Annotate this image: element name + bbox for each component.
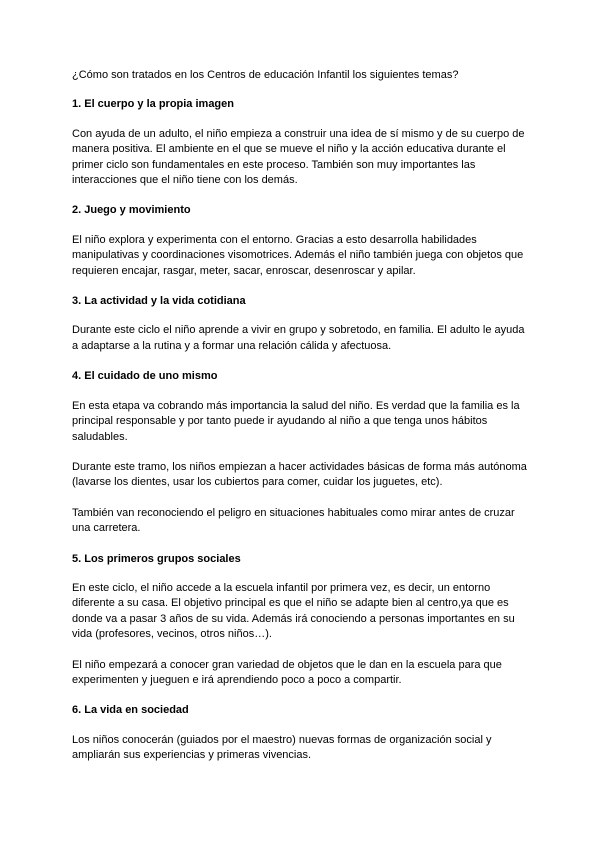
- section-title: 3. La actividad y la vida cotidiana: [72, 295, 246, 308]
- section-grupos-sociales: [72, 552, 532, 689]
- intro-question: ¿Cómo son tratados en los Centros de educación Infantil los siguientes temas?: [72, 69, 459, 81]
- paragraph: También van reconociendo el peligro en situaciones habituales como mirar antes de cruzar una carretera.: [72, 506, 515, 535]
- section-vida-sociedad: [72, 703, 532, 763]
- paragraph: Durante este ciclo el niño aprende a vivir en grupo y sobretodo, en familia. El adulto le ayuda a adaptarse a la rutina y a formar una relación cálida y afectuosa.: [72, 324, 525, 352]
- paragraph: El niño explora y experimenta con el entorno. Gracias a esto desarrolla habilidades manipulativas y coordinaciones visomotrices. Además el niño también juega con objetos que requieren encajar, rasgar, meter, sacar, enroscar, desenroscar y apilar.: [72, 233, 524, 277]
- section-title: 4. El cuidado de uno mismo: [72, 370, 218, 383]
- section-title: 5. Los primeros grupos sociales: [72, 552, 241, 565]
- paragraph: En esta etapa va cobrando más importancia la salud del niño. Es verdad que la familia es la principal responsable y por tanto puede ir ayudando al niño a que tenga unos hábitos saludables.: [72, 399, 520, 443]
- paragraph: Con ayuda de un adulto, el niño empieza a construir una idea de sí mismo y de su cuerpo de manera positiva. El ambiente en el que se mueve el niño y la acción educativa durante el primer ciclo son fundamentales en este proceso. También son muy importantes las interacciones que el niño tiene con los demás.: [72, 127, 525, 187]
- section-juego: [72, 203, 532, 279]
- section-actividad: [72, 294, 532, 354]
- section-cuidado: [72, 369, 532, 536]
- section-title: 1. El cuerpo y la propia imagen: [72, 98, 234, 111]
- section-cuerpo: [72, 97, 532, 188]
- section-title: 6. La vida en sociedad: [72, 704, 189, 717]
- paragraph: En este ciclo, el niño accede a la escuela infantil por primera vez, es decir, un entorno diferente a su casa. El objetivo principal es que el niño se adapte bien al centro,ya que es donde va a pasar 3 años de su vida. Además irá conociendo a personas importantes en su vida (profesores, vecinos, otros niños…).: [72, 581, 515, 641]
- paragraph: Durante este tramo, los niños empiezan a hacer actividades básicas de forma más autónoma (lavarse los dientes, usar los cubiertos para comer, cuidar los juguetes, etc).: [72, 460, 527, 489]
- paragraph: El niño empezará a conocer gran variedad de objetos que le dan en la escuela para que experimenten y jueguen e irá aprendiendo poco a poco a compartir.: [72, 658, 502, 686]
- document-page: [72, 68, 532, 779]
- section-title: 2. Juego y movimiento: [72, 204, 191, 217]
- paragraph: Los niños conocerán (guiados por el maestro) nuevas formas de organización social y ampliarán sus experiencias y primeras vivencias.: [72, 733, 492, 762]
